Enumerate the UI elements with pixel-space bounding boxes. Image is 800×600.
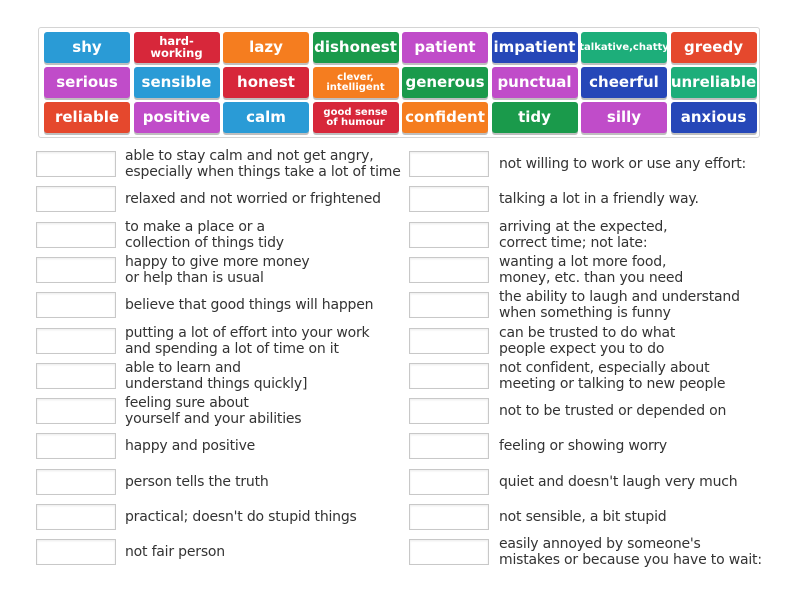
- answer-drop-slot[interactable]: [36, 186, 116, 212]
- answer-drop-slot[interactable]: [409, 363, 489, 389]
- clue-text: feeling sure about yourself and your abilities: [125, 395, 302, 428]
- clue-text: can be trusted to do what people expect you to do: [499, 324, 676, 357]
- word-tile[interactable]: shy: [44, 32, 130, 63]
- answer-drop-slot[interactable]: [36, 539, 116, 565]
- word-tile[interactable]: patient: [402, 32, 488, 63]
- word-tile[interactable]: anxious: [671, 102, 757, 133]
- answer-drop-slot[interactable]: [409, 151, 489, 177]
- answer-drop-slot[interactable]: [409, 469, 489, 495]
- answer-drop-slot[interactable]: [409, 222, 489, 248]
- clue-text: person tells the truth: [125, 473, 269, 490]
- clue-text: quiet and doesn't laugh very much: [499, 473, 738, 490]
- word-tile[interactable]: clever, intelligent: [313, 67, 399, 98]
- answer-drop-slot[interactable]: [36, 433, 116, 459]
- word-tile[interactable]: lazy: [223, 32, 309, 63]
- word-tile[interactable]: calm: [223, 102, 309, 133]
- word-tile[interactable]: hard-working: [134, 32, 220, 63]
- clue-text: able to stay calm and not get angry, especially when things take a lot of time: [125, 148, 401, 180]
- clue-text: the ability to laugh and understand when something is funny: [499, 289, 740, 322]
- word-tile[interactable]: unreliable: [671, 67, 757, 98]
- word-tile[interactable]: serious: [44, 67, 130, 98]
- word-tile[interactable]: positive: [134, 102, 220, 133]
- word-tile[interactable]: cheerful: [581, 67, 667, 98]
- clue-text: putting a lot of effort into your work and spending a lot of time on it: [125, 324, 370, 357]
- clue-text: not fair person: [125, 544, 225, 561]
- word-tile[interactable]: greedy: [671, 32, 757, 63]
- clue-text: to make a place or a collection of things tidy: [125, 218, 284, 251]
- word-tile[interactable]: impatient: [492, 32, 578, 63]
- clue-text: happy and positive: [125, 438, 256, 455]
- answer-drop-slot[interactable]: [409, 292, 489, 318]
- clue-text: relaxed and not worried or frightened: [125, 191, 381, 208]
- word-tile[interactable]: honest: [223, 67, 309, 98]
- answer-drop-slot[interactable]: [36, 292, 116, 318]
- word-tile[interactable]: good sense of humour: [313, 102, 399, 133]
- answer-drop-slot[interactable]: [409, 539, 489, 565]
- clue-text: talking a lot in a friendly way.: [499, 191, 699, 208]
- clue-text: believe that good things will happen: [125, 297, 374, 314]
- answer-drop-slot[interactable]: [36, 398, 116, 424]
- answer-drop-slot[interactable]: [409, 328, 489, 354]
- answer-drop-slot[interactable]: [409, 398, 489, 424]
- word-tile[interactable]: generous: [402, 67, 488, 98]
- word-tile[interactable]: punctual: [492, 67, 578, 98]
- word-tile[interactable]: silly: [581, 102, 667, 133]
- clue-text: happy to give more money or help than is usual: [125, 253, 310, 286]
- answer-drop-slot[interactable]: [409, 433, 489, 459]
- answer-drop-slot[interactable]: [36, 469, 116, 495]
- word-tile[interactable]: talkative,chatty: [581, 32, 667, 63]
- word-bank: [38, 27, 760, 138]
- clue-text: practical; doesn't do stupid things: [125, 509, 357, 525]
- clue-text: wanting a lot more food, money, etc. than you need: [499, 253, 684, 286]
- clue-text: not confident, especially about meeting or talking to new people: [499, 359, 726, 392]
- clue-text: easily annoyed by someone's mistakes or because you have to wait:: [499, 536, 762, 569]
- clue-text: arriving at the expected, correct time; not late:: [499, 218, 668, 251]
- word-tile[interactable]: sensible: [134, 67, 220, 98]
- word-tile[interactable]: reliable: [44, 102, 130, 133]
- clue-text: not willing to work or use any effort:: [499, 156, 747, 172]
- answer-drop-slot[interactable]: [409, 257, 489, 283]
- answer-drop-slot[interactable]: [36, 222, 116, 248]
- answer-drop-slot[interactable]: [36, 151, 116, 177]
- clue-text: not sensible, a bit stupid: [499, 509, 667, 525]
- clue-text: able to learn and understand things quickly]: [125, 359, 308, 392]
- answer-drop-slot[interactable]: [409, 504, 489, 530]
- answer-drop-slot[interactable]: [36, 363, 116, 389]
- word-tile[interactable]: confident: [402, 102, 488, 133]
- answer-drop-slot[interactable]: [36, 504, 116, 530]
- word-tile[interactable]: dishonest: [313, 32, 399, 63]
- clue-text: not to be trusted or depended on: [499, 403, 727, 420]
- answer-drop-slot[interactable]: [36, 328, 116, 354]
- answer-drop-slot[interactable]: [409, 186, 489, 212]
- clue-text: feeling or showing worry: [499, 438, 667, 455]
- answer-drop-slot[interactable]: [36, 257, 116, 283]
- word-tile[interactable]: tidy: [492, 102, 578, 133]
